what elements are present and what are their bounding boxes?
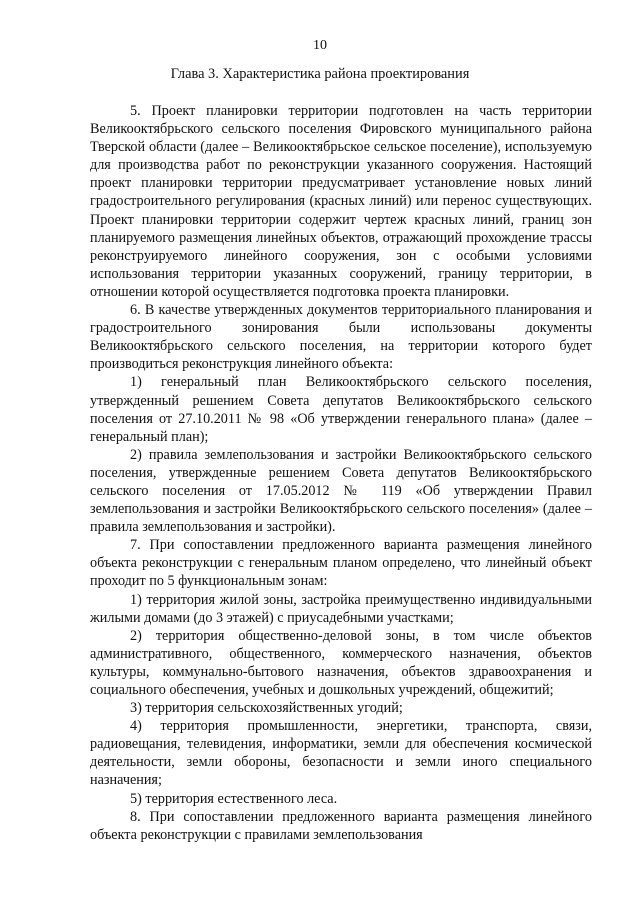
zone-item-public-business: 2) территория общественно-деловой зоны, в том числе объектов административного, общественного, коммерческого назначения, объектов культуры, коммунально-бытового назначения, объектов здравоохранения и социального обеспечения, учебных и дошкольных учреждений, общежитий; [90,627,592,698]
zone-item-forest: 5) территория естественного леса. [130,790,338,807]
list-item-general-plan: 1) генеральный план Великооктябрьского сельского поселения, утвержденный решением Совета депутатов Великооктябрьского сельского поселения от 27.10.2011 № 98 «Об утверждении генерального плана» (далее – генеральный план); [90,374,592,445]
zone-item-residential: 1) территория жилой зоны, застройка преимущественно индивидуальными жилыми домами (до 3 этажей) с приусадебными участками; [90,591,592,626]
zone-item-industrial: 4) территория промышленности, энергетики, транспорта, связи, радиовещания, телевидения, информатики, земли для обеспечения космической деятельности, земли обороны, безопасности и земли иного специального назначения; [90,718,592,789]
page-number: 10 [313,38,327,53]
chapter-heading: Глава 3. Характеристика района проектирования [170,66,470,82]
paragraph-6: 6. В качестве утвержденных документов территориального планирования и градостроительного зонирования были использованы документы Великооктябрьского сельского поселения, на территории которого будет производиться реконструкция линейного объекта: [90,302,592,373]
paragraph-7: 7. При сопоставлении предложенного варианта размещения линейного объекта реконструкции с генеральным планом определено, что линейный объект проходит по 5 функциональным зонам: [90,537,592,590]
zone-item-agricultural: 3) территория сельскохозяйственных угодий; [130,700,403,717]
list-item-land-use-rules: 2) правила землепользования и застройки Великооктябрьского сельского поселения, утвержденные решением Совета депутатов Великооктябрьского сельского поселения от 17.05.2012 № 119 «Об утверждении Правил землепользования и застройки Великооктябрьского сельского поселения» (далее – правила землепользования и застройки). [90,446,592,536]
document-body [90,102,592,844]
paragraph-8: 8. При сопоставлении предложенного варианта размещения линейного объекта реконструкции с правилами землепользования [90,808,592,843]
paragraph-5: 5. Проект планировки территории подготовлен на часть территории Великооктябрьского сельского поселения Фировского муниципального района Тверской области (далее – Великооктябрьское сельское поселение), используемую для производства работ по реконструкции указанного сооружения. Настоящий проект планировки территории предусматривает установление новых линий градостроительного регулирования (красных линий) или перенос существующих. Проект планировки территории содержит чертеж красных линий, границ зон планируемого размещения линейных объектов, отражающий прохождение трассы реконструируемого линейного сооружения, зон с особыми условиями использования территории указанных сооружений, границу территории, в отношении которой осуществляется подготовка проекта планировки. [90,103,592,300]
